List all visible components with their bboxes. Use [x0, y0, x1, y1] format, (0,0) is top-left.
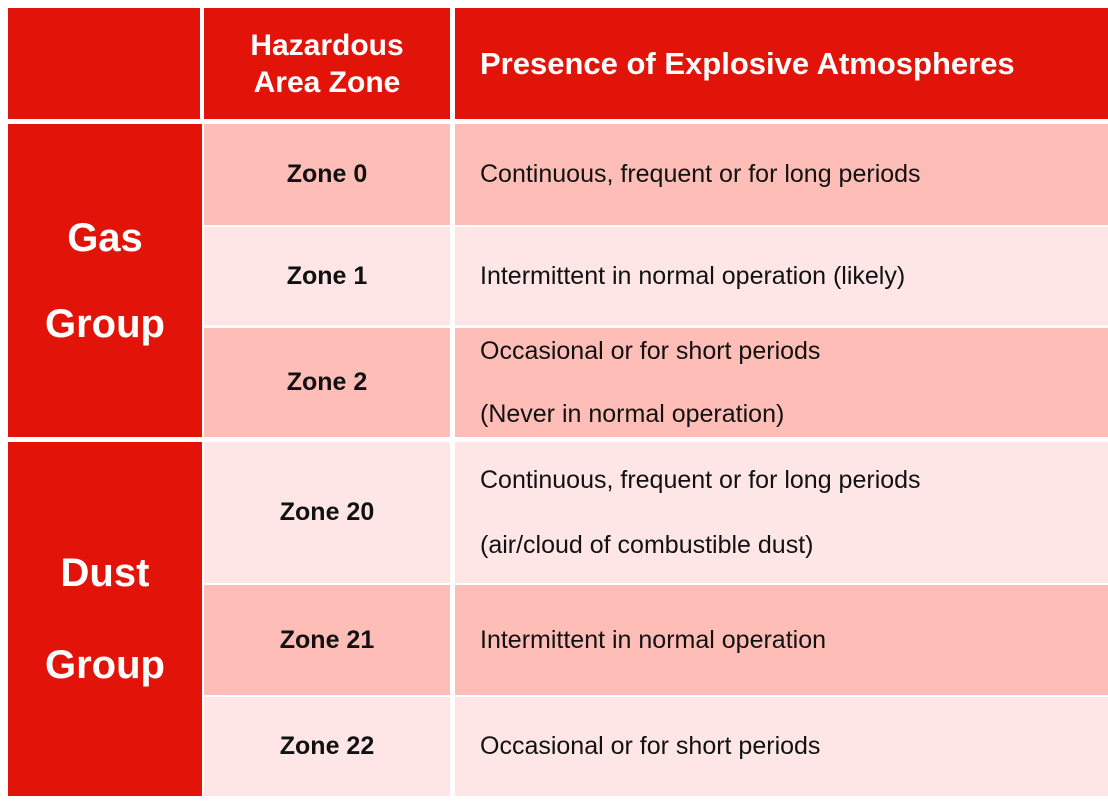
presence-line: Intermittent in normal operation: [480, 625, 827, 654]
presence-line: (air/cloud of combustible dust): [480, 530, 814, 559]
presence-cell-zone-22: [455, 697, 1108, 796]
presence-cell-zone-20: [455, 442, 1108, 583]
presence-line: Occasional or for short periods: [480, 336, 821, 365]
zone-cell-zone-2: [204, 328, 450, 437]
presence-line: (Never in normal operation): [480, 399, 785, 428]
zone-cell-zone-22: [204, 697, 450, 796]
zone-label: Zone 1: [286, 261, 368, 290]
presence-line: Continuous, frequent or for long periods: [480, 160, 921, 188]
presence-line: Continuous, frequent or for long periods: [480, 465, 921, 494]
zone-cell-zone-0: [204, 124, 450, 225]
presence-cell-zone-0: [455, 124, 1108, 225]
header-presence-label: Presence of Explosive Atmospheres: [480, 45, 1015, 81]
zone-label: Zone 21: [279, 625, 375, 654]
presence-cell-zone-1: [455, 227, 1108, 325]
gas-group-cell: [8, 124, 202, 437]
dust-group-line-2: Group: [45, 643, 165, 687]
presence-line: Intermittent in normal operation (likely): [480, 261, 906, 290]
zone-label: Zone 2: [286, 368, 368, 396]
header-group-cell: [8, 8, 200, 119]
header-zone-line-1: Hazardous: [250, 28, 404, 62]
header-presence-cell: [455, 8, 1108, 119]
gas-group-line-2: Group: [45, 301, 165, 346]
zone-cell-zone-1: [204, 227, 450, 325]
zone-cell-zone-20: [204, 442, 450, 583]
header-zone-line-2: Area Zone: [253, 65, 401, 99]
zone-label: Zone 20: [279, 498, 375, 526]
gas-group-line-1: Gas: [67, 215, 143, 260]
presence-line: Occasional or for short periods: [480, 732, 821, 760]
zone-label: Zone 0: [286, 160, 368, 188]
header-zone-cell: [204, 8, 450, 119]
presence-cell-zone-21: [455, 585, 1108, 695]
presence-cell-zone-2: [455, 328, 1108, 437]
zone-label: Zone 22: [279, 732, 375, 760]
dust-group-cell: [8, 442, 202, 796]
zone-cell-zone-21: [204, 585, 450, 695]
dust-group-line-1: Dust: [60, 551, 150, 595]
